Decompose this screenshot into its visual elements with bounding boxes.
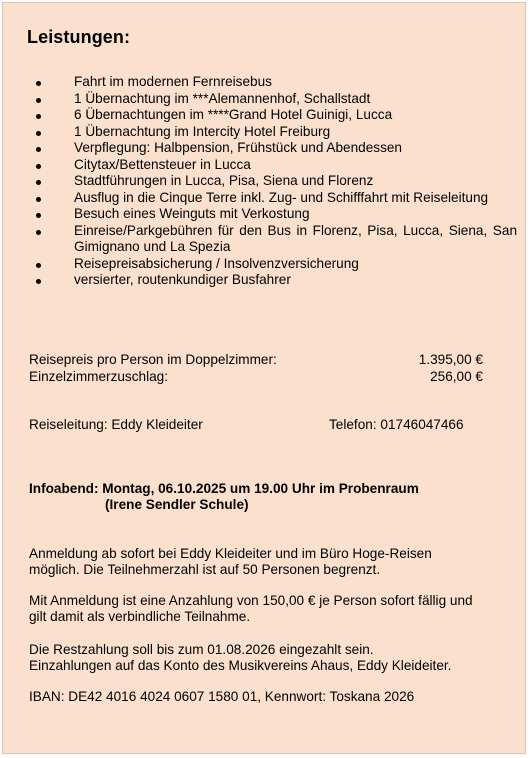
list-item: versierter, routenkundiger Busfahrer [3, 272, 527, 289]
list-item: 6 Übernachtungen im ****Grand Hotel Guinigi, Lucca [3, 107, 527, 124]
deposit-text-2: gilt damit als verbindliche Teilnahme. [29, 609, 251, 624]
services-heading: Leistungen: [27, 27, 131, 47]
bullet-icon [36, 230, 41, 235]
bullet-icon [36, 131, 41, 136]
bullet-icon [36, 164, 41, 169]
balance-text-2: Einzahlungen auf das Konto des Musikvereins Ahaus, Eddy Kleideiter. [29, 658, 452, 673]
single-supplement-value: 256,00 € [430, 369, 483, 384]
list-item: 1 Übernachtung im ***Alemannenhof, Schallstadt [3, 91, 527, 108]
bullet-icon [36, 263, 41, 268]
bullet-icon [36, 213, 41, 218]
list-item: Reisepreisabsicherung / Insolvenzversicherung [3, 256, 527, 273]
deposit-text-1: Mit Anmeldung ist eine Anzahlung von 150,00 € je Person sofort fällig und [29, 593, 473, 608]
tour-guide: Reiseleitung: Eddy Kleideiter [29, 417, 203, 432]
bullet-icon [36, 98, 41, 103]
phone-number: Telefon: 01746047466 [329, 417, 464, 432]
services-list [3, 74, 527, 289]
list-item: Stadtführungen in Lucca, Pisa, Siena und Florenz [3, 173, 527, 190]
info-evening-line-2: (Irene Sendler Schule) [105, 497, 249, 512]
registration-text-1: Anmeldung ab sofort bei Eddy Kleideiter und im Büro Hoge-Reisen [29, 546, 432, 561]
bullet-icon [36, 114, 41, 119]
double-room-price-label: Reisepreis pro Person im Doppelzimmer: [29, 352, 277, 367]
list-item: Verpflegung: Halbpension, Frühstück und Abendessen [3, 140, 527, 157]
list-item: Citytax/Bettensteuer in Lucca [3, 157, 527, 174]
list-item: Fahrt im modernen Fernreisebus [3, 74, 527, 91]
registration-text-2: möglich. Die Teilnehmerzahl ist auf 50 Personen begrenzt. [29, 562, 381, 577]
bullet-icon [36, 147, 41, 152]
balance-text-1: Die Restzahlung soll bis zum 01.08.2026 eingezahlt sein. [29, 642, 374, 657]
bullet-icon [36, 279, 41, 284]
info-evening-line-1: Infoabend: Montag, 06.10.2025 um 19.00 Uhr im Probenraum [29, 481, 419, 496]
bullet-icon [36, 197, 41, 202]
list-item: 1 Übernachtung im Intercity Hotel Freiburg [3, 124, 527, 141]
list-item: Ausflug in die Cinque Terre inkl. Zug- und Schifffahrt mit Reiseleitung [3, 190, 527, 207]
single-supplement-label: Einzelzimmerzuschlag: [29, 369, 169, 384]
list-item: Besuch eines Weinguts mit Verkostung [3, 206, 527, 223]
iban-text: IBAN: DE42 4016 4024 0607 1580 01, Kennwort: Toskana 2026 [29, 689, 415, 704]
bullet-icon [36, 180, 41, 185]
list-item: Einreise/Parkgebühren für den Bus in Florenz, Pisa, Lucca, Siena, San Gimignano und La Spezia [3, 223, 527, 256]
double-room-price-value: 1.395,00 € [418, 352, 483, 367]
bullet-icon [36, 81, 41, 86]
document-page [2, 2, 526, 754]
